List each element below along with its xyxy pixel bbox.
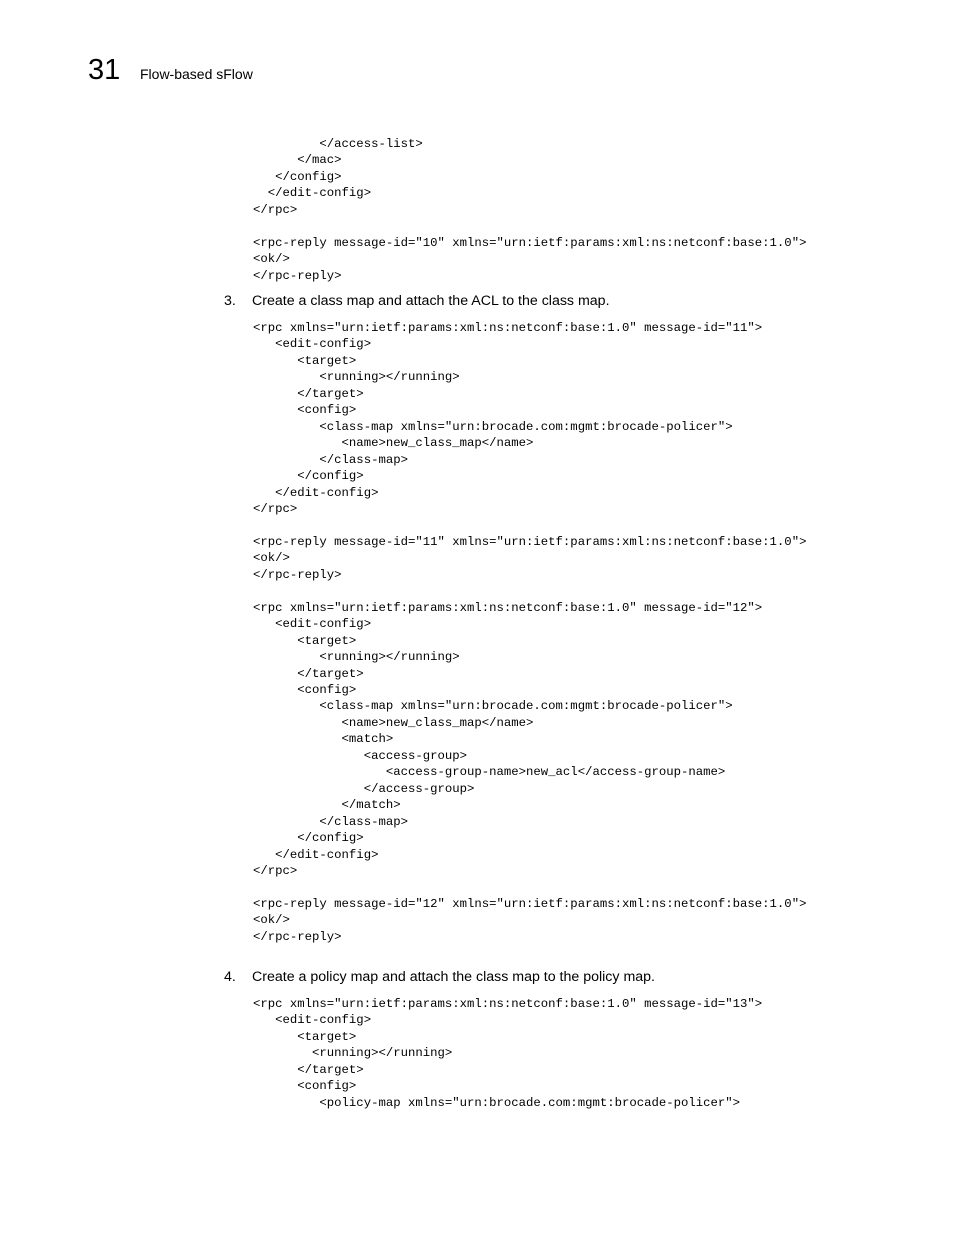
step-4 (224, 968, 655, 986)
chapter-title: Flow-based sFlow (140, 66, 253, 82)
code-block-class-map: <rpc xmlns="urn:ietf:params:xml:ns:netconf:base:1.0" message-id="11"> <edit-config> <target> <running></running> </target> <config> <class-map xmlns="urn:brocade.com:mgmt:brocade-policer"> <name>new_class_map</name> </class-map> </config> </edit-config> </rpc> <rpc-reply message-id="11" xmlns="urn:ietf:params:xml:ns:netconf:base:1.0"> <ok/> </rpc-reply> <rpc xmlns="urn:ietf:params:xml:ns:netconf:base:1.0" message-id="12"> <edit-config> <target> <running></running> </target> <config> <class-map xmlns="urn:brocade.com:mgmt:brocade-policer"> <name>new_class_map</name> <match> <access-group> <access-group-name>new_acl</access-group-name> </access-group> </match> </class-map> </config> </edit-config> </rpc> <rpc-reply message-id="12" xmlns="urn:ietf:params:xml:ns:netconf:base:1.0"> <ok/> </rpc-reply> (253, 321, 807, 944)
step-3-number: 3. (224, 293, 236, 309)
code-block-rpc-reply-10: </access-list> </mac> </config> </edit-config> </rpc> <rpc-reply message-id="10" xmlns="urn:ietf:params:xml:ns:netconf:base:1.0"> <ok/> </rpc-reply> (253, 137, 807, 283)
step-4-text: Create a policy map and attach the class map to the policy map. (252, 969, 655, 985)
chapter-number: 31 (88, 54, 121, 86)
code-block-policy-map: <rpc xmlns="urn:ietf:params:xml:ns:netconf:base:1.0" message-id="13"> <edit-config> <target> <running></running> </target> <config> <policy-map xmlns="urn:brocade.com:mgmt:brocade-policer"> (253, 997, 763, 1110)
step-4-number: 4. (224, 969, 236, 985)
step-3 (224, 292, 610, 310)
step-3-text: Create a class map and attach the ACL to the class map. (252, 293, 610, 309)
